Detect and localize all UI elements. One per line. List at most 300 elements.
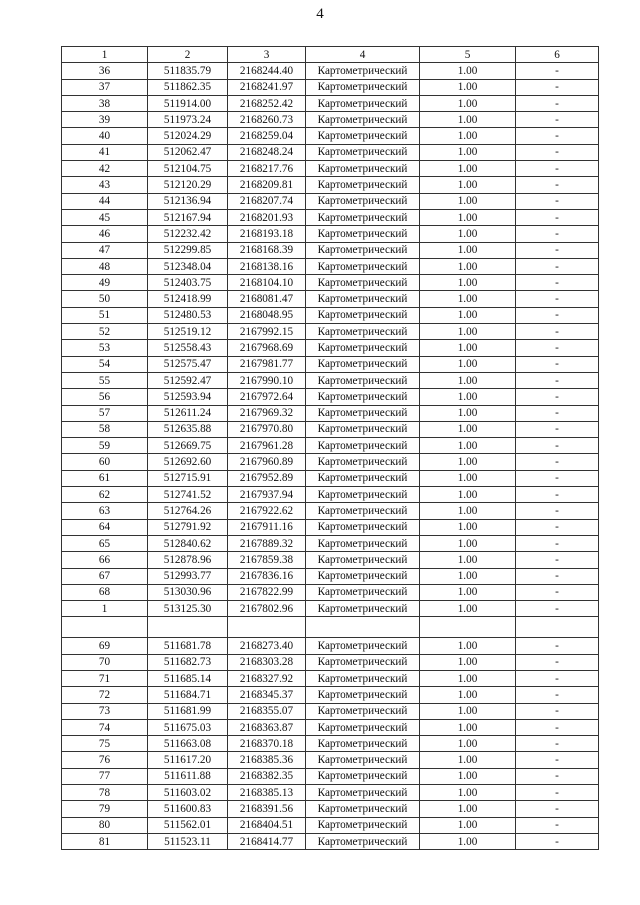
table-row <box>62 372 599 388</box>
x-coordinate-cell: 512348.04 <box>148 258 228 274</box>
method-cell: Картометрический <box>306 785 420 801</box>
y-coordinate-cell: 2168273.40 <box>228 638 306 654</box>
method-cell: Картометрический <box>306 833 420 849</box>
description-cell: - <box>516 503 599 519</box>
x-coordinate-cell: 512024.29 <box>148 128 228 144</box>
method-cell: Картометрический <box>306 226 420 242</box>
point-number-cell: 62 <box>62 487 148 503</box>
accuracy-cell: 1.00 <box>420 144 516 160</box>
description-cell: - <box>516 801 599 817</box>
point-number-cell: 48 <box>62 258 148 274</box>
description-cell: - <box>516 438 599 454</box>
point-number-cell: 60 <box>62 454 148 470</box>
y-coordinate-cell: 2168404.51 <box>228 817 306 833</box>
y-coordinate-cell: 2168345.37 <box>228 687 306 703</box>
method-cell: Картометрический <box>306 438 420 454</box>
point-number-cell: 73 <box>62 703 148 719</box>
accuracy-cell: 1.00 <box>420 801 516 817</box>
x-coordinate-cell: 512232.42 <box>148 226 228 242</box>
point-number-cell: 67 <box>62 568 148 584</box>
x-coordinate-cell: 512558.43 <box>148 340 228 356</box>
method-cell: Картометрический <box>306 307 420 323</box>
point-number-cell: 54 <box>62 356 148 372</box>
accuracy-cell: 1.00 <box>420 552 516 568</box>
x-coordinate-cell: 512669.75 <box>148 438 228 454</box>
description-cell: - <box>516 470 599 486</box>
accuracy-cell: 1.00 <box>420 438 516 454</box>
method-cell <box>306 617 420 638</box>
method-cell: Картометрический <box>306 242 420 258</box>
y-coordinate-cell: 2168138.16 <box>228 258 306 274</box>
point-number-cell: 53 <box>62 340 148 356</box>
accuracy-cell: 1.00 <box>420 209 516 225</box>
table-separator-row <box>62 617 599 638</box>
description-cell: - <box>516 112 599 128</box>
table-row <box>62 584 599 600</box>
y-coordinate-cell: 2167990.10 <box>228 372 306 388</box>
y-coordinate-cell: 2168217.76 <box>228 161 306 177</box>
point-number-cell: 80 <box>62 817 148 833</box>
x-coordinate-cell: 512993.77 <box>148 568 228 584</box>
point-number-cell: 49 <box>62 275 148 291</box>
point-number-cell: 44 <box>62 193 148 209</box>
point-number-cell: 63 <box>62 503 148 519</box>
table-row <box>62 568 599 584</box>
table-row <box>62 638 599 654</box>
accuracy-cell: 1.00 <box>420 601 516 617</box>
y-coordinate-cell: 2168201.93 <box>228 209 306 225</box>
x-coordinate-cell: 512480.53 <box>148 307 228 323</box>
method-cell: Картометрический <box>306 535 420 551</box>
description-cell: - <box>516 638 599 654</box>
y-coordinate-cell: 2167922.62 <box>228 503 306 519</box>
x-coordinate-cell: 512840.62 <box>148 535 228 551</box>
description-cell: - <box>516 258 599 274</box>
description-cell: - <box>516 785 599 801</box>
y-coordinate-cell: 2167859.38 <box>228 552 306 568</box>
method-cell: Картометрический <box>306 209 420 225</box>
point-number-cell: 77 <box>62 768 148 784</box>
x-coordinate-cell: 512764.26 <box>148 503 228 519</box>
accuracy-cell: 1.00 <box>420 719 516 735</box>
method-cell: Картометрический <box>306 519 420 535</box>
y-coordinate-cell: 2168385.36 <box>228 752 306 768</box>
point-number-cell: 41 <box>62 144 148 160</box>
description-cell: - <box>516 833 599 849</box>
y-coordinate-cell: 2167911.16 <box>228 519 306 535</box>
accuracy-cell: 1.00 <box>420 324 516 340</box>
point-number-cell: 40 <box>62 128 148 144</box>
accuracy-cell: 1.00 <box>420 226 516 242</box>
method-cell: Картометрический <box>306 79 420 95</box>
y-coordinate-cell: 2168248.24 <box>228 144 306 160</box>
accuracy-cell: 1.00 <box>420 535 516 551</box>
table-row <box>62 405 599 421</box>
x-coordinate-cell: 512635.88 <box>148 421 228 437</box>
accuracy-cell: 1.00 <box>420 817 516 833</box>
method-cell: Картометрический <box>306 405 420 421</box>
header-row <box>62 47 599 63</box>
point-number-cell: 50 <box>62 291 148 307</box>
table-row <box>62 258 599 274</box>
x-coordinate-cell: 512575.47 <box>148 356 228 372</box>
column-header-1: 1 <box>62 47 148 63</box>
description-cell: - <box>516 654 599 670</box>
table-row <box>62 703 599 719</box>
table-row <box>62 63 599 79</box>
accuracy-cell: 1.00 <box>420 161 516 177</box>
method-cell: Картометрический <box>306 752 420 768</box>
point-number-cell: 55 <box>62 372 148 388</box>
table-row <box>62 503 599 519</box>
x-coordinate-cell: 512104.75 <box>148 161 228 177</box>
accuracy-cell: 1.00 <box>420 568 516 584</box>
table-row <box>62 535 599 551</box>
point-number-cell: 43 <box>62 177 148 193</box>
table-row <box>62 128 599 144</box>
y-coordinate-cell: 2168414.77 <box>228 833 306 849</box>
table-row <box>62 226 599 242</box>
point-number-cell: 59 <box>62 438 148 454</box>
table-row <box>62 324 599 340</box>
description-cell: - <box>516 719 599 735</box>
x-coordinate-cell: 511685.14 <box>148 670 228 686</box>
description-cell: - <box>516 242 599 258</box>
y-coordinate-cell: 2167836.16 <box>228 568 306 584</box>
y-coordinate-cell: 2167969.32 <box>228 405 306 421</box>
accuracy-cell: 1.00 <box>420 193 516 209</box>
table-row <box>62 487 599 503</box>
table-row <box>62 719 599 735</box>
x-coordinate-cell: 512692.60 <box>148 454 228 470</box>
accuracy-cell: 1.00 <box>420 112 516 128</box>
description-cell: - <box>516 421 599 437</box>
y-coordinate-cell: 2168104.10 <box>228 275 306 291</box>
x-coordinate-cell: 511682.73 <box>148 654 228 670</box>
method-cell: Картометрический <box>306 144 420 160</box>
method-cell: Картометрический <box>306 324 420 340</box>
description-cell: - <box>516 307 599 323</box>
y-coordinate-cell: 2168382.35 <box>228 768 306 784</box>
y-coordinate-cell: 2167968.69 <box>228 340 306 356</box>
y-coordinate-cell: 2168391.56 <box>228 801 306 817</box>
table-row <box>62 193 599 209</box>
y-coordinate-cell: 2168385.13 <box>228 785 306 801</box>
description-cell: - <box>516 144 599 160</box>
accuracy-cell: 1.00 <box>420 307 516 323</box>
y-coordinate-cell: 2168303.28 <box>228 654 306 670</box>
accuracy-cell: 1.00 <box>420 687 516 703</box>
method-cell: Картометрический <box>306 817 420 833</box>
point-number-cell: 72 <box>62 687 148 703</box>
y-coordinate-cell: 2168260.73 <box>228 112 306 128</box>
accuracy-cell: 1.00 <box>420 372 516 388</box>
table-row <box>62 654 599 670</box>
accuracy-cell: 1.00 <box>420 584 516 600</box>
y-coordinate-cell: 2168207.74 <box>228 193 306 209</box>
table-row <box>62 670 599 686</box>
x-coordinate-cell: 511603.02 <box>148 785 228 801</box>
description-cell: - <box>516 817 599 833</box>
description-cell: - <box>516 405 599 421</box>
x-coordinate-cell: 511914.00 <box>148 95 228 111</box>
description-cell: - <box>516 340 599 356</box>
description-cell: - <box>516 324 599 340</box>
method-cell: Картометрический <box>306 552 420 568</box>
accuracy-cell: 1.00 <box>420 356 516 372</box>
table-row <box>62 833 599 849</box>
y-coordinate-cell: 2168209.81 <box>228 177 306 193</box>
x-coordinate-cell: 511681.99 <box>148 703 228 719</box>
point-number-cell: 57 <box>62 405 148 421</box>
y-coordinate-cell: 2167972.64 <box>228 389 306 405</box>
y-coordinate-cell: 2168244.40 <box>228 63 306 79</box>
method-cell: Картометрический <box>306 654 420 670</box>
x-coordinate-cell: 511862.35 <box>148 79 228 95</box>
method-cell: Картометрический <box>306 719 420 735</box>
description-cell: - <box>516 703 599 719</box>
y-coordinate-cell: 2168355.07 <box>228 703 306 719</box>
table-row <box>62 421 599 437</box>
method-cell: Картометрический <box>306 128 420 144</box>
method-cell: Картометрический <box>306 703 420 719</box>
description-cell: - <box>516 736 599 752</box>
y-coordinate-cell: 2168370.18 <box>228 736 306 752</box>
x-coordinate-cell: 511611.88 <box>148 768 228 784</box>
y-coordinate-cell <box>228 617 306 638</box>
x-coordinate-cell: 512403.75 <box>148 275 228 291</box>
description-cell: - <box>516 79 599 95</box>
table-row <box>62 768 599 784</box>
x-coordinate-cell: 512136.94 <box>148 193 228 209</box>
description-cell: - <box>516 584 599 600</box>
accuracy-cell: 1.00 <box>420 79 516 95</box>
y-coordinate-cell: 2168048.95 <box>228 307 306 323</box>
table-row <box>62 752 599 768</box>
table-row <box>62 687 599 703</box>
accuracy-cell: 1.00 <box>420 768 516 784</box>
description-cell: - <box>516 177 599 193</box>
description-cell: - <box>516 291 599 307</box>
x-coordinate-cell: 511835.79 <box>148 63 228 79</box>
point-number-cell: 69 <box>62 638 148 654</box>
table-row <box>62 736 599 752</box>
method-cell: Картометрический <box>306 193 420 209</box>
column-header-6: 6 <box>516 47 599 63</box>
point-number-cell: 76 <box>62 752 148 768</box>
y-coordinate-cell: 2168363.87 <box>228 719 306 735</box>
x-coordinate-cell: 511600.83 <box>148 801 228 817</box>
x-coordinate-cell <box>148 617 228 638</box>
accuracy-cell: 1.00 <box>420 421 516 437</box>
table-row <box>62 785 599 801</box>
method-cell: Картометрический <box>306 503 420 519</box>
table-row <box>62 389 599 405</box>
description-cell: - <box>516 535 599 551</box>
table-row <box>62 356 599 372</box>
x-coordinate-cell: 513030.96 <box>148 584 228 600</box>
accuracy-cell: 1.00 <box>420 454 516 470</box>
point-number-cell: 78 <box>62 785 148 801</box>
table-row <box>62 817 599 833</box>
point-number-cell: 61 <box>62 470 148 486</box>
y-coordinate-cell: 2168193.18 <box>228 226 306 242</box>
x-coordinate-cell: 511523.11 <box>148 833 228 849</box>
y-coordinate-cell: 2167960.89 <box>228 454 306 470</box>
point-number-cell: 1 <box>62 601 148 617</box>
method-cell: Картометрический <box>306 372 420 388</box>
description-cell: - <box>516 670 599 686</box>
method-cell: Картометрический <box>306 768 420 784</box>
y-coordinate-cell: 2167952.89 <box>228 470 306 486</box>
table-row <box>62 470 599 486</box>
x-coordinate-cell: 511684.71 <box>148 687 228 703</box>
method-cell: Картометрический <box>306 275 420 291</box>
description-cell: - <box>516 63 599 79</box>
x-coordinate-cell: 512062.47 <box>148 144 228 160</box>
description-cell: - <box>516 752 599 768</box>
method-cell: Картометрический <box>306 340 420 356</box>
table-row <box>62 112 599 128</box>
description-cell: - <box>516 768 599 784</box>
accuracy-cell: 1.00 <box>420 128 516 144</box>
table-row <box>62 340 599 356</box>
point-number-cell: 65 <box>62 535 148 551</box>
accuracy-cell: 1.00 <box>420 275 516 291</box>
point-number-cell: 68 <box>62 584 148 600</box>
x-coordinate-cell: 511562.01 <box>148 817 228 833</box>
method-cell: Картометрический <box>306 421 420 437</box>
x-coordinate-cell: 512611.24 <box>148 405 228 421</box>
x-coordinate-cell: 511681.78 <box>148 638 228 654</box>
accuracy-cell: 1.00 <box>420 503 516 519</box>
point-number-cell: 45 <box>62 209 148 225</box>
table-body <box>62 63 599 850</box>
accuracy-cell: 1.00 <box>420 291 516 307</box>
method-cell: Картометрический <box>306 389 420 405</box>
accuracy-cell: 1.00 <box>420 703 516 719</box>
table-row <box>62 438 599 454</box>
method-cell: Картометрический <box>306 258 420 274</box>
table-row <box>62 242 599 258</box>
point-number-cell: 74 <box>62 719 148 735</box>
method-cell: Картометрический <box>306 568 420 584</box>
description-cell: - <box>516 454 599 470</box>
description-cell: - <box>516 487 599 503</box>
page-number: 4 <box>316 6 324 22</box>
method-cell: Картометрический <box>306 470 420 486</box>
y-coordinate-cell: 2167970.80 <box>228 421 306 437</box>
accuracy-cell <box>420 617 516 638</box>
point-number-cell: 37 <box>62 79 148 95</box>
description-cell: - <box>516 193 599 209</box>
y-coordinate-cell: 2168081.47 <box>228 291 306 307</box>
table-row <box>62 519 599 535</box>
point-number-cell: 52 <box>62 324 148 340</box>
point-number-cell: 64 <box>62 519 148 535</box>
point-number-cell: 58 <box>62 421 148 437</box>
table-row <box>62 209 599 225</box>
accuracy-cell: 1.00 <box>420 258 516 274</box>
description-cell: - <box>516 552 599 568</box>
accuracy-cell: 1.00 <box>420 752 516 768</box>
table-row <box>62 291 599 307</box>
accuracy-cell: 1.00 <box>420 519 516 535</box>
x-coordinate-cell: 512519.12 <box>148 324 228 340</box>
y-coordinate-cell: 2167961.28 <box>228 438 306 454</box>
column-header-4: 4 <box>306 47 420 63</box>
x-coordinate-cell: 512120.29 <box>148 177 228 193</box>
x-coordinate-cell: 512878.96 <box>148 552 228 568</box>
accuracy-cell: 1.00 <box>420 177 516 193</box>
table-row <box>62 79 599 95</box>
y-coordinate-cell: 2167992.15 <box>228 324 306 340</box>
accuracy-cell: 1.00 <box>420 95 516 111</box>
accuracy-cell: 1.00 <box>420 487 516 503</box>
table-row <box>62 177 599 193</box>
x-coordinate-cell: 512741.52 <box>148 487 228 503</box>
description-cell: - <box>516 389 599 405</box>
point-number-cell: 38 <box>62 95 148 111</box>
table-row <box>62 601 599 617</box>
y-coordinate-cell: 2168168.39 <box>228 242 306 258</box>
point-number-cell: 79 <box>62 801 148 817</box>
x-coordinate-cell: 513125.30 <box>148 601 228 617</box>
column-header-5: 5 <box>420 47 516 63</box>
y-coordinate-cell: 2167802.96 <box>228 601 306 617</box>
column-header-3: 3 <box>228 47 306 63</box>
x-coordinate-cell: 512299.85 <box>148 242 228 258</box>
method-cell: Картометрический <box>306 63 420 79</box>
point-number-cell: 70 <box>62 654 148 670</box>
description-cell <box>516 617 599 638</box>
x-coordinate-cell: 511617.20 <box>148 752 228 768</box>
method-cell: Картометрический <box>306 454 420 470</box>
y-coordinate-cell: 2168259.04 <box>228 128 306 144</box>
y-coordinate-cell: 2167889.32 <box>228 535 306 551</box>
accuracy-cell: 1.00 <box>420 340 516 356</box>
method-cell: Картометрический <box>306 112 420 128</box>
y-coordinate-cell: 2167937.94 <box>228 487 306 503</box>
description-cell: - <box>516 128 599 144</box>
accuracy-cell: 1.00 <box>420 63 516 79</box>
method-cell: Картометрический <box>306 670 420 686</box>
point-number-cell: 42 <box>62 161 148 177</box>
point-number-cell <box>62 617 148 638</box>
method-cell: Картометрический <box>306 95 420 111</box>
x-coordinate-cell: 512167.94 <box>148 209 228 225</box>
accuracy-cell: 1.00 <box>420 670 516 686</box>
accuracy-cell: 1.00 <box>420 242 516 258</box>
accuracy-cell: 1.00 <box>420 654 516 670</box>
table-row <box>62 95 599 111</box>
y-coordinate-cell: 2168241.97 <box>228 79 306 95</box>
point-number-cell: 39 <box>62 112 148 128</box>
accuracy-cell: 1.00 <box>420 470 516 486</box>
x-coordinate-cell: 512418.99 <box>148 291 228 307</box>
method-cell: Картометрический <box>306 638 420 654</box>
description-cell: - <box>516 687 599 703</box>
method-cell: Картометрический <box>306 161 420 177</box>
method-cell: Картометрический <box>306 356 420 372</box>
point-number-cell: 71 <box>62 670 148 686</box>
accuracy-cell: 1.00 <box>420 389 516 405</box>
table-row <box>62 454 599 470</box>
table-header <box>62 47 599 63</box>
description-cell: - <box>516 519 599 535</box>
point-number-cell: 46 <box>62 226 148 242</box>
table-row <box>62 275 599 291</box>
